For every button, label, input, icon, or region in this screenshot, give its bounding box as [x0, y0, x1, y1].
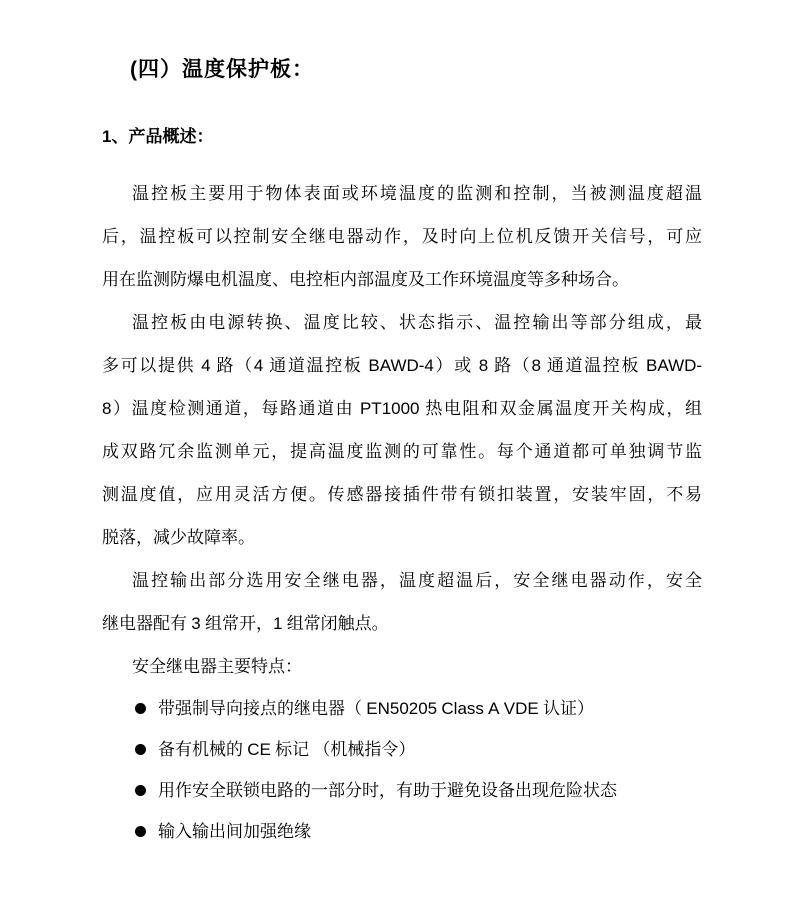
bullet-icon	[135, 703, 146, 714]
feature-list	[102, 688, 702, 852]
bullet-icon	[135, 826, 146, 837]
paragraph-line: 成双路冗余监测单元，提高温度监测的可靠性。每个通道都可单独调节监	[102, 442, 702, 461]
list-item	[102, 770, 702, 811]
document-title: (四）温度保护板：	[130, 58, 314, 81]
paragraph-line: 安全继电器主要特点：	[132, 657, 302, 676]
bullet-text: 用作安全联锁电路的一部分时，有助于避免设备出现危险状态	[158, 781, 617, 800]
list-item	[102, 729, 702, 770]
paragraph-relay-output	[102, 559, 702, 645]
paragraph-line: 用在监测防爆电机温度、电控柜内部温度及工作环境温度等多种场合。	[102, 270, 629, 289]
paragraph-line: 多可以提供 4 路（4 通道温控板 BAWD-4）或 8 路（8 通道温控板 BAWD-	[102, 356, 702, 375]
paragraph-composition	[102, 301, 702, 559]
bullet-icon	[135, 744, 146, 755]
section-heading: 1、产品概述：	[102, 127, 214, 146]
list-item	[102, 688, 702, 729]
bullet-text: 备有机械的 CE 标记 （机械指令）	[158, 740, 416, 759]
paragraph-line: 温控输出部分选用安全继电器，温度超温后，安全继电器动作，安全	[132, 571, 702, 590]
paragraph-line: 温控板由电源转换、温度比较、状态指示、温控输出等部分组成，最	[132, 313, 702, 332]
paragraph-line: 测温度值，应用灵活方便。传感器接插件带有锁扣装置，安装牢固，不易	[102, 485, 702, 504]
paragraph-line: 脱落，减少故障率。	[102, 528, 255, 547]
paragraph-line: 8）温度检测通道，每路通道由 PT1000 热电阻和双金属温度开关构成，组	[102, 399, 702, 418]
paragraph-line: 温控板主要用于物体表面或环境温度的监测和控制，当被测温度超温	[132, 184, 702, 203]
bullet-text: 带强制导向接点的继电器（ EN50205 Class A VDE 认证）	[158, 699, 594, 718]
document-content	[0, 55, 800, 852]
paragraph-overview	[102, 172, 702, 301]
bullet-icon	[135, 785, 146, 796]
paragraph-line: 后，温控板可以控制安全继电器动作，及时向上位机反馈开关信号，可应	[102, 227, 702, 246]
bullet-text: 输入输出间加强绝缘	[158, 822, 311, 841]
features-label	[102, 645, 702, 688]
list-item	[102, 811, 702, 852]
paragraph-line: 继电器配有 3 组常开，1 组常闭触点。	[102, 614, 389, 633]
